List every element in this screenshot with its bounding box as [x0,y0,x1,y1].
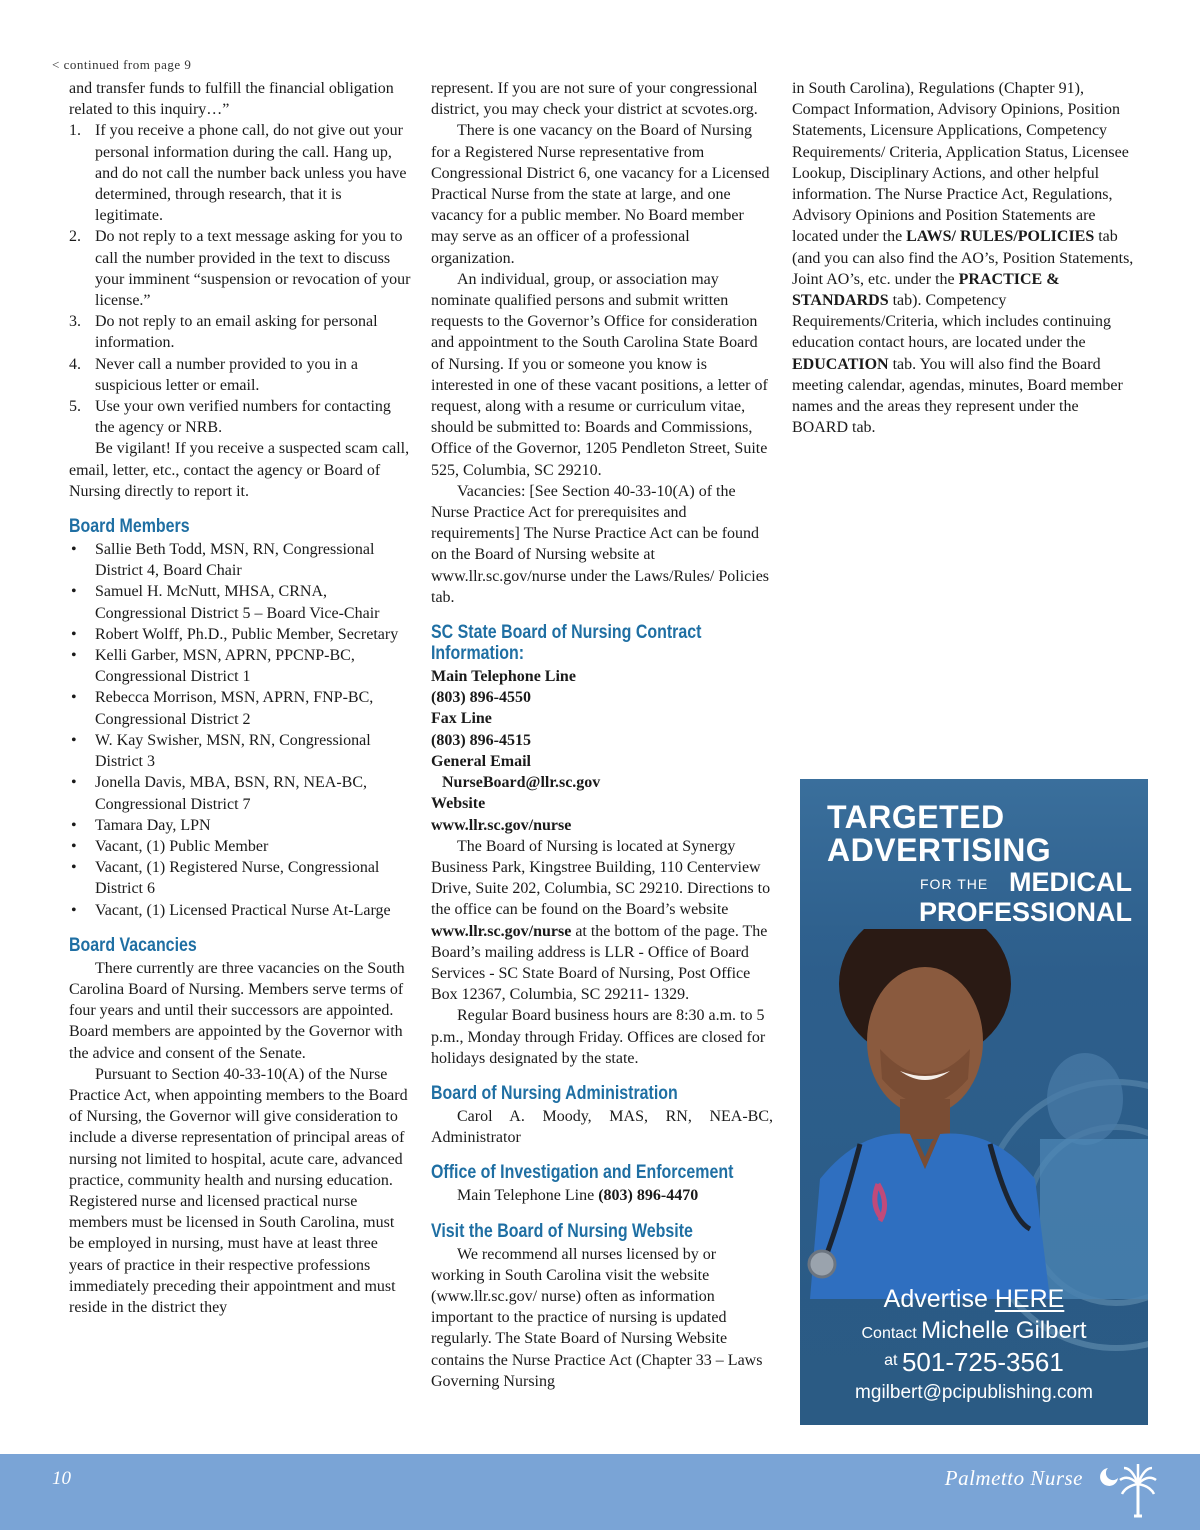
scam-tip-text: Do not reply to a text message asking for you to call the number provided in the text to discuss your imminent “suspension or revocation of your license.” [95,228,411,310]
investigation-phone-line [431,1185,773,1206]
board-member-item [69,581,411,623]
bullet-icon: • [71,816,77,834]
scam-tip-item [69,120,411,226]
scam-tip-item [69,226,411,311]
fax-label: Fax Line [431,710,492,728]
at-word: at [884,1352,902,1369]
scam-tip-text: Use your own verified numbers for contacting the agency or NRB. [95,398,391,437]
education-tab: EDUCATION [792,355,889,373]
board-member-item [69,815,411,836]
contents-text-1: in South Carolina), Regulations (Chapter 91), Compact Information, Advisory Opinions, Position Statements, Licensure Applications, Competency Requirements/ Criteria, Application Status, Licensee Lookup, Disciplinary Actions, and other helpful information. The Nurse Practice Act, Regulations, Advisory Opinions and Position Statements are located under the [792,80,1129,246]
vacancies-paragraph-1: There currently are three vacancies on the South Carolina Board of Nursing. Members serve terms of four years and until their successors are appointed. Board members are appointed by the Governor with the advice and consent of the Senate. [69,959,405,1062]
board-member-text: Vacant, (1) Public Member [95,837,269,855]
ad-subhead [919,867,1132,927]
main-phone-value: (803) 896-4550 [431,689,531,707]
district-paragraph: represent. If you are not sure of your congressional district, you may check your district at scvotes.org. [431,80,758,119]
contents-text-4: tab. You will also find the Board meeting calendar, agendas, minutes, Board member names and the areas they represent under the BOARD tab. [792,355,1123,437]
board-member-item [69,539,411,581]
ad-headline-line-1: TARGETED [827,799,1005,835]
board-member-item [69,645,411,687]
location-text-a: The Board of Nursing is located at Synergy Business Park, Kingstree Building, 110 Centerview Drive, Suite 202, Columbia, SC 29210. Directions to the office can be found on the Board’s website [431,837,771,919]
board-member-text: Robert Wolff, Ph.D., Public Member, Secretary [95,625,399,643]
board-member-item [69,836,411,857]
location-website-link[interactable]: www.llr.sc.gov/nurse [431,922,572,940]
bullet-icon: • [71,583,77,601]
visit-website-paragraph: We recommend all nurses licensed by or working in South Carolina visit the website (www.llr.sc.gov/ nurse) often as information important to the practice of nursing is updated regularly. The State Board of Nursing Website contains the Nurse Practice Act (Chapter 33 – Laws Governing Nursing [431,1245,763,1390]
board-member-item [69,624,411,645]
email-value[interactable]: NurseBoard@llr.sc.gov [442,774,601,792]
vacancy-detail-paragraph: There is one vacancy on the Board of Nursing for a Registered Nurse representative from Congressional District 6, one vacancy for a Licensed Practical Nurse from the state at large, and one vacancy for a public member. No Board member may serve as an officer of a professional organization. [431,122,770,267]
ad-subhead-medical: MEDICAL [1009,867,1132,897]
laws-rules-policies-tab: LAWS/ RULES/POLICIES [906,228,1095,246]
board-member-item [69,772,411,814]
contact-word: Contact [861,1325,922,1342]
website-contents-paragraph [792,78,1137,438]
bullet-icon: • [71,541,77,559]
bullet-icon: • [71,901,77,919]
ad-phone-number[interactable]: 501-725-3561 [901,1347,1064,1377]
location-text-b: at the bottom of the page. The Board’s mailing address is LLR - Office of Board Services - SC State Board of Nursing, Post Office Box 12367, Columbia, SC 29211- 1329. [431,922,768,1004]
board-member-text: Kelli Garber, MSN, APRN, PPCNP-BC, Congressional District 1 [95,647,355,686]
continued-from-note: < continued from page 9 [52,57,192,72]
board-member-item [69,730,411,772]
board-member-text: Vacant, (1) Licensed Practical Nurse At-Large [95,901,391,919]
board-member-text: Vacant, (1) Registered Nurse, Congressional District 6 [95,859,380,898]
scam-tip-number: 4. [69,355,81,373]
board-member-item [69,687,411,729]
ad-subhead-professional: PROFESSIONAL [918,897,1132,927]
advertisement-panel[interactable] [800,779,1148,1425]
investigation-phone-label: Main Telephone Line [457,1187,599,1205]
board-member-text: Samuel H. McNutt, MHSA, CRNA, Congressional District 5 – Board Vice-Chair [95,583,380,622]
main-phone-label: Main Telephone Line [431,668,576,686]
ad-headline-line-2: ADVERTISING [827,832,1052,868]
investigation-heading: Office of Investigation and Enforcement [431,1162,734,1184]
scam-tip-item [69,396,411,438]
board-vacancies-heading: Board Vacancies [69,934,197,956]
board-member-item [69,857,411,899]
palmetto-moon-icon [1090,1454,1160,1530]
advertise-text: Advertise [883,1285,995,1313]
bullet-icon: • [71,689,77,707]
bullet-icon: • [71,731,77,749]
contents-text-3: tab). Competency Requirements/Criteria, which includes continuing education contact hours, are located under the [792,292,1112,352]
bullet-icon: • [71,859,77,877]
ad-contact-block [800,1285,1148,1404]
scam-tip-number: 1. [69,122,81,140]
column-2 [431,78,773,1392]
ad-headline [827,801,1051,867]
scam-tips-list [69,120,411,438]
contents-text-2: tab (and you can also find the AO’s, Position Statements, Joint AO’s, etc. under the [792,228,1134,288]
scam-tip-item [69,311,411,353]
practice-standards-tab: PRACTICE & STANDARDS [792,270,1060,310]
scam-tip-text: Do not reply to an email asking for personal information. [95,313,378,352]
contact-name: Michelle Gilbert [921,1317,1087,1344]
website-value[interactable]: www.llr.sc.gov/nurse [431,816,572,834]
location-paragraph [431,836,773,1006]
magazine-title: Palmetto Nurse [944,1466,1083,1490]
ad-contact-line [800,1317,1148,1345]
board-member-item [69,900,411,921]
contact-info-heading: SC State Board of Nursing Contract Information: [431,622,702,665]
nomination-paragraph: An individual, group, or association may nominate qualified persons and submit written requests to the Governor’s Office for consideration and appointment to the South Carolina State Board of Nursing. If you or someone you know is interested in one of these vacant positions, a letter of request, along with a resume or curriculum vitae, should be submitted to: Boards and Commissions, Office of the Governor, 1205 Pendleton Street, Suite 525, Columbia, SC 29210. [431,270,768,479]
bullet-icon: • [71,774,77,792]
scam-tip-number: 2. [69,228,81,246]
board-member-text: Tamara Day, LPN [95,816,211,834]
contact-info-block [431,666,773,836]
ad-advertise-line [800,1285,1148,1314]
advertise-here-link[interactable]: HERE [994,1285,1065,1313]
nurse-photo [800,929,1148,1299]
board-members-list [69,539,411,921]
page-number: 10 [52,1468,71,1489]
scam-tip-number: 5. [69,398,81,416]
ad-for-the: FOR THE [920,876,989,892]
bullet-icon: • [71,625,77,643]
website-label: Website [431,795,486,813]
vacancies-reference-paragraph: Vacancies: [See Section 40-33-10(A) of the Nurse Practice Act for prerequisites and requirements] The Nurse Practice Act can be found on the Board of Nursing website at www.llr.sc.gov/nurse under the Laws/Rules/ Policies tab. [431,482,770,606]
scam-tip-text: Never call a number provided to you in a suspicious letter or email. [95,355,359,394]
business-hours-paragraph: Regular Board business hours are 8:30 a.m. to 5 p.m., Monday through Friday. Offices are closed for holidays designated by the state. [431,1007,766,1067]
investigation-phone-value: (803) 896-4470 [598,1187,699,1205]
board-members-heading: Board Members [69,516,190,538]
fax-value: (803) 896-4515 [431,731,531,749]
administrator-text: Carol A. Moody, MAS, RN, NEA-BC, Administrator [431,1107,773,1147]
column-1 [69,78,411,1318]
email-label: General Email [431,752,531,770]
scam-tip-item [69,354,411,396]
administration-heading: Board of Nursing Administration [431,1082,678,1104]
column-3 [792,78,1137,438]
page-footer [0,1454,1200,1530]
board-member-text: W. Kay Swisher, MSN, RN, Congressional District 3 [95,731,371,771]
ad-phone-line [800,1347,1148,1378]
visit-website-heading: Visit the Board of Nursing Website [431,1220,693,1242]
vigilant-text: Be vigilant! If you receive a suspected scam call, email, letter, etc., contact the agency or Board of Nursing directly to report it. [69,440,410,500]
ad-email-link[interactable]: mgilbert@pcipublishing.com [855,1382,1093,1403]
scam-tip-text: If you receive a phone call, do not give out your personal information during the call. Hang up, and do not call the number back unless you have determined, through research, that it is legitimate. [95,122,407,225]
board-member-text: Jonella Davis, MBA, BSN, RN, NEA-BC, Congressional District 7 [95,774,368,813]
board-member-text: Rebecca Morrison, MSN, APRN, FNP-BC, Congressional District 2 [95,689,374,728]
scam-intro-text: and transfer funds to fulfill the financial obligation related to this inquiry…” [69,80,394,119]
scam-tip-number: 3. [69,313,81,331]
vacancies-paragraph-2: Pursuant to Section 40-33-10(A) of the Nurse Practice Act, when appointing members to the Board of Nursing, the Governor will give consideration to include a diverse representation of principal areas of nursing not limited to hospital, acute care, advanced practice, community health and nursing education. Registered nurse and licensed practical nurse members must be licensed in South Carolina, must be employed in nursing, must have at least three years of practice in their respective professions immediately preceding their appointment and must reside in the district they [69,1065,408,1316]
bullet-icon: • [71,837,77,855]
bullet-icon: • [71,647,77,665]
board-member-text: Sallie Beth Todd, MSN, RN, Congressional District 4, Board Chair [95,541,375,580]
